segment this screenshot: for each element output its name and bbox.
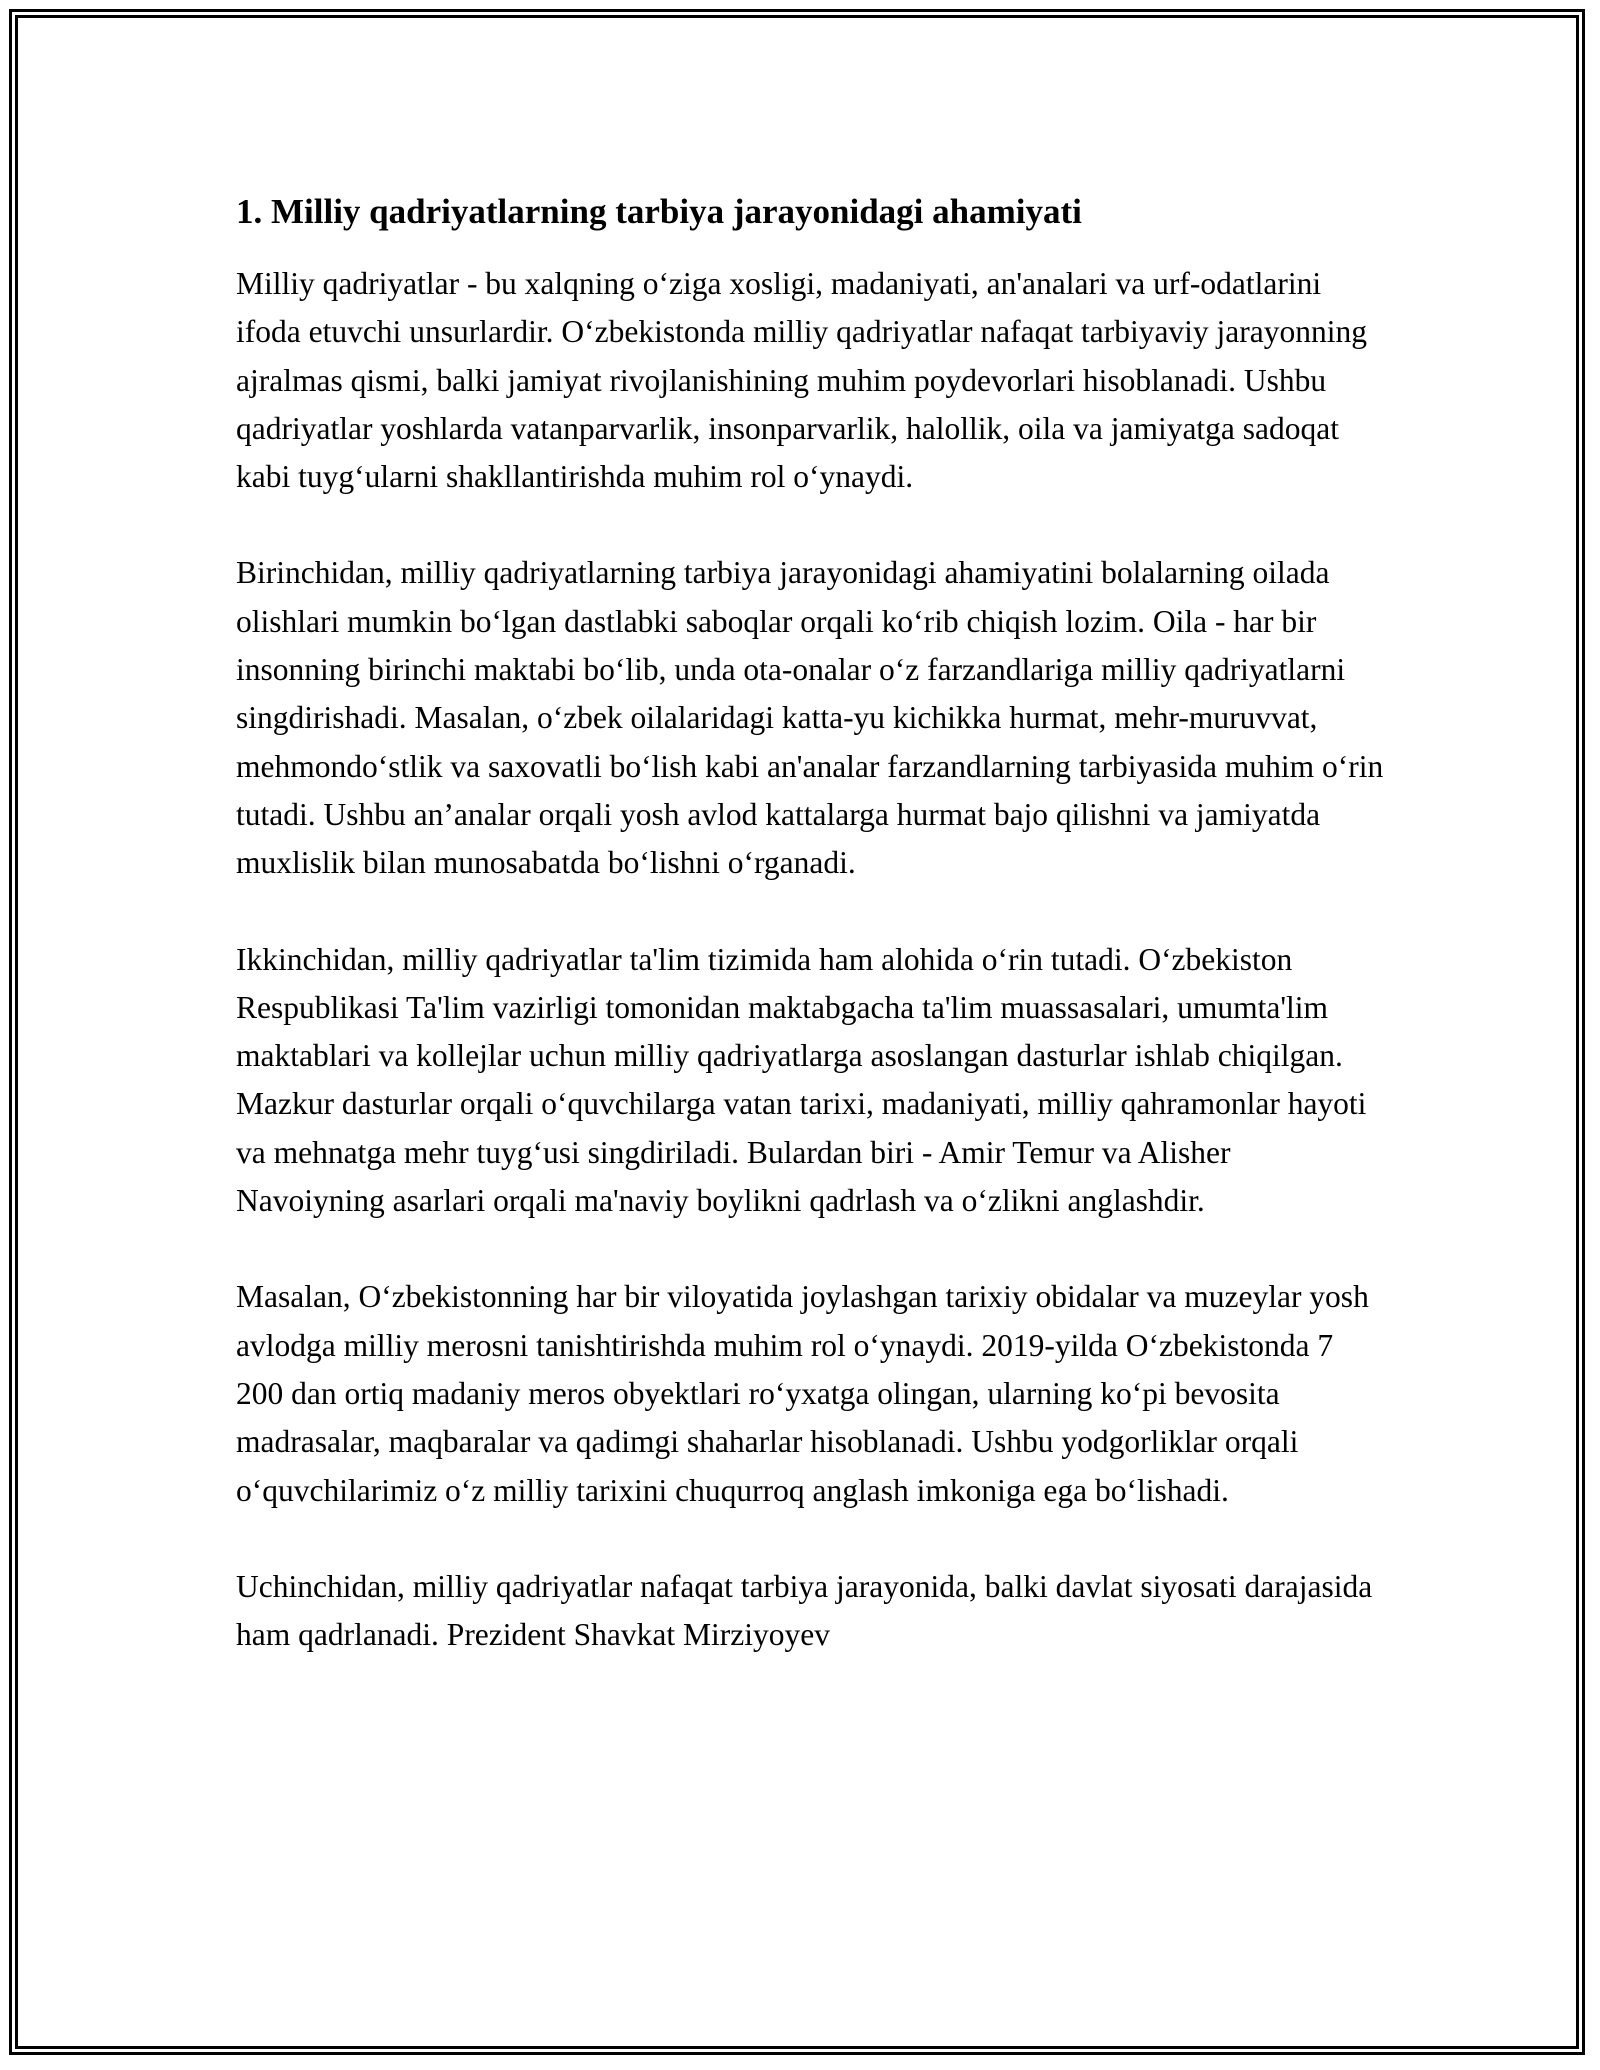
document-body xyxy=(236,186,1386,1659)
paragraph-first-point: Birinchidan, milliy qadriyatlarning tarbiya jarayonidagi ahamiyatini bolalarning oilada olishlari mumkin bo‘lgan dastlabki saboqlar orqali ko‘rib chiqish lozim. Oila - har bir insonning birinchi maktabi bo‘lib, unda ota-onalar o‘z farzandlariga milliy qadriyatlarni singdirishadi. Masalan, o‘zbek oilalaridagi katta-yu kichikka hurmat, mehr-muruvvat, mehmondo‘stlik va saxovatli bo‘lish kabi an'analar farzandlarning tarbiyasida muhim o‘rin tutadi. Ushbu an’analar orqali yosh avlod kattalarga hurmat bajo qilishni va jamiyatda muxlislik bilan munosabatda bo‘lishni o‘rganadi. xyxy=(236,555,1384,881)
section-heading: 1. Milliy qadriyatlarning tarbiya jarayonidagi ahamiyati xyxy=(236,192,1082,231)
paragraph-second-point: Ikkinchidan, milliy qadriyatlar ta'lim tizimida ham alohida o‘rin tutadi. O‘zbekiston Respublikasi Ta'lim vazirligi tomonidan maktabgacha ta'lim muassasalari, umumta'lim maktablari va kollejlar uchun milliy qadriyatlarga asoslangan dasturlar ishlab chiqilgan. Mazkur dasturlar orqali o‘quvchilarga vatan tarixi, madaniyati, milliy qahramonlar hayoti va mehnatga mehr tuyg‘usi singdiriladi. Bulardan biri - Amir Temur va Alisher Navoiyning asarlari orqali ma'naviy boylikni qadrlash va o‘zlikni anglashdir. xyxy=(236,941,1367,1219)
paragraph-third-point: Uchinchidan, milliy qadriyatlar nafaqat tarbiya jarayonida, balki davlat siyosati darajasida ham qadrlanadi. Prezident Shavkat Mirziyoyev xyxy=(236,1568,1373,1653)
paragraph-example: Masalan, O‘zbekistonning har bir viloyatida joylashgan tarixiy obidalar va muzeylar yosh avlodga milliy merosni tanishtirishda muhim rol o‘ynaydi. 2019-yilda O‘zbekistonda 7 200 dan ortiq madaniy meros obyektlari ro‘yxatga olingan, ularning ko‘pi bevosita madrasalar, maqbaralar va qadimgi shaharlar hisoblanadi. Ushbu yodgorliklar orqali o‘quvchilarimiz o‘z milliy tarixini chuqurroq anglash imkoniga ega bo‘lishadi. xyxy=(236,1279,1369,1508)
paragraph-intro: Milliy qadriyatlar - bu xalqning o‘ziga xosligi, madaniyati, an'analari va urf-odatlarini ifoda etuvchi unsurlardir. O‘zbekistonda milliy qadriyatlar nafaqat tarbiyaviy jarayonning ajralmas qismi, balki jamiyat rivojlanishining muhim poydevorlari hisoblanadi. Ushbu qadriyatlar yoshlarda vatanparvarlik, insonparvarlik, halollik, oila va jamiyatga sadoqat kabi tuyg‘ularni shakllantirishda muhim rol o‘ynaydi. xyxy=(236,266,1368,495)
